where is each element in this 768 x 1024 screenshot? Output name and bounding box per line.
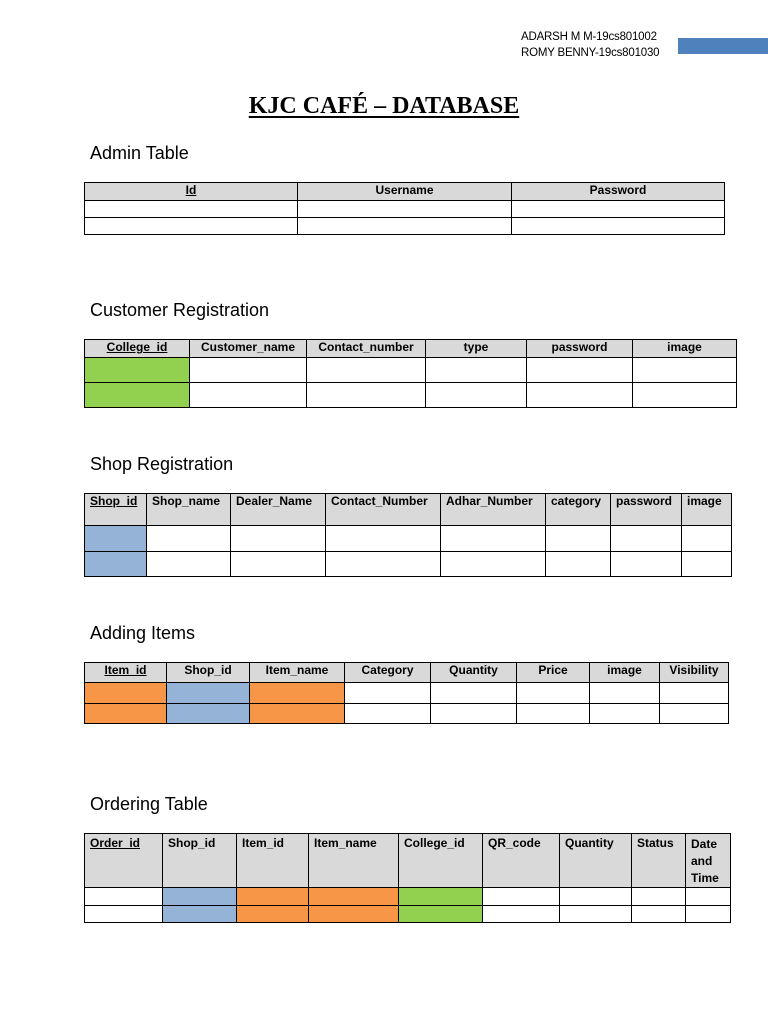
column-header: password <box>527 340 633 358</box>
column-header: Item_id <box>85 663 167 683</box>
section-heading-customer: Customer Registration <box>90 300 270 320</box>
table-row <box>85 526 732 552</box>
column-header: Customer_name <box>190 340 307 358</box>
column-header: Date and Time <box>686 834 731 888</box>
section-heading-items: Adding Items <box>90 623 196 643</box>
column-header: Price <box>517 663 590 683</box>
customer-table <box>84 339 737 408</box>
table-row <box>85 704 729 724</box>
column-header: Adhar_Number <box>441 494 546 526</box>
table-row <box>85 383 737 408</box>
table-row <box>85 683 729 704</box>
author-block <box>521 29 659 61</box>
column-header: Category <box>345 663 431 683</box>
table-row <box>85 906 731 923</box>
column-header: Shop_id <box>167 663 250 683</box>
table-row <box>85 888 731 906</box>
column-header: College_id <box>85 340 190 358</box>
admin-table <box>84 182 725 235</box>
column-header: Visibility <box>660 663 729 683</box>
table-row <box>85 552 732 577</box>
column-header: type <box>426 340 527 358</box>
table-row <box>85 358 737 383</box>
column-header: Id <box>85 183 298 201</box>
column-header: Item_id <box>237 834 309 888</box>
shop-table <box>84 493 732 577</box>
column-header: Shop_id <box>85 494 147 526</box>
column-header: category <box>546 494 611 526</box>
header-accent-bar <box>678 38 768 54</box>
column-header: Order_id <box>85 834 163 888</box>
section-heading-admin: Admin Table <box>90 143 189 163</box>
column-header: Item_name <box>309 834 399 888</box>
column-header: College_id <box>399 834 483 888</box>
column-header: Quantity <box>560 834 632 888</box>
author-line: ADARSH M M-19cs801002 <box>521 31 657 43</box>
section-heading-ordering: Ordering Table <box>90 794 208 814</box>
column-header: image <box>590 663 660 683</box>
column-header: image <box>633 340 737 358</box>
column-header: Contact_Number <box>326 494 441 526</box>
column-header: Contact_number <box>307 340 426 358</box>
column-header: Username <box>298 183 512 201</box>
column-header: Shop_id <box>163 834 237 888</box>
column-header: Quantity <box>431 663 517 683</box>
column-header: Dealer_Name <box>231 494 326 526</box>
column-header: password <box>611 494 682 526</box>
table-row <box>85 201 725 218</box>
document-title: KJC CAFÉ – DATABASE <box>248 93 520 119</box>
column-header: Status <box>632 834 686 888</box>
section-heading-shop: Shop Registration <box>90 454 234 474</box>
ordering-table <box>84 833 731 923</box>
column-header: QR_code <box>483 834 560 888</box>
column-header: Item_name <box>250 663 345 683</box>
table-row <box>85 218 725 235</box>
column-header: Password <box>512 183 725 201</box>
column-header: Shop_name <box>147 494 231 526</box>
author-line: ROMY BENNY-19cs801030 <box>521 47 660 59</box>
column-header: image <box>682 494 732 526</box>
items-table <box>84 662 729 724</box>
